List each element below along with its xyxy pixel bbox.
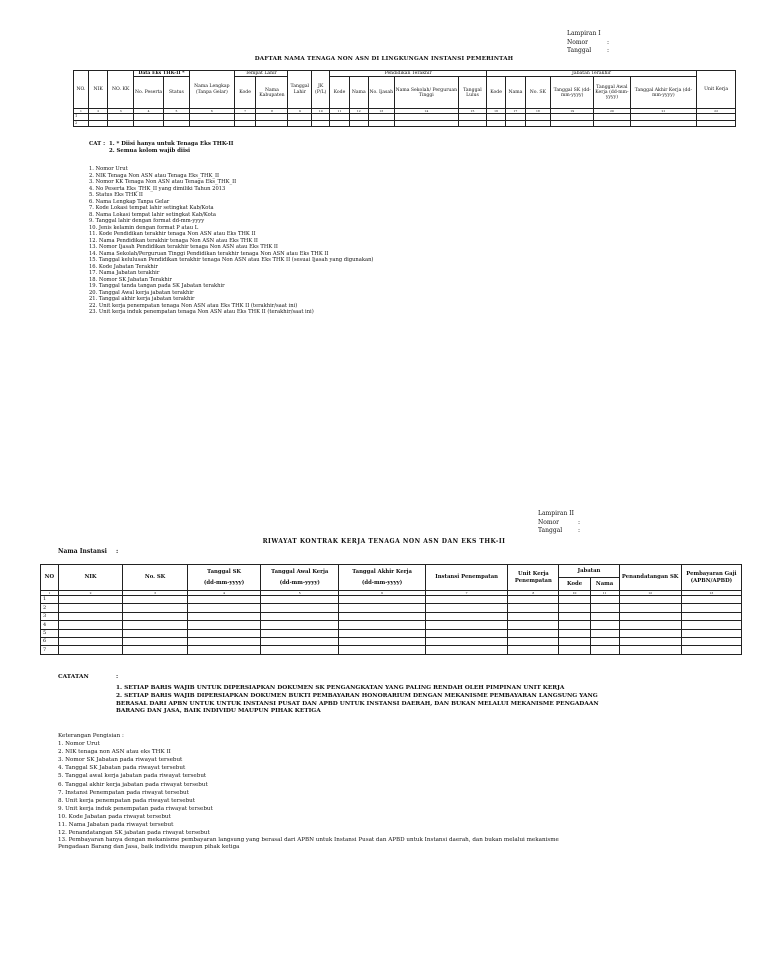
table-cell[interactable]: [261, 604, 339, 612]
col-number: 8: [508, 591, 559, 596]
table-cell[interactable]: [187, 629, 260, 637]
col-header-jab-nosk: No. SK: [525, 77, 551, 109]
table-cell[interactable]: [339, 629, 426, 637]
col-header-akhir-format: (dd-mm-yyyy): [361, 580, 403, 586]
meta-value: :: [578, 527, 581, 534]
col-number: 13: [681, 591, 741, 596]
col-number: 7: [425, 591, 507, 596]
meta-row: [538, 510, 580, 519]
col-header-pend-nama: Nama: [349, 77, 368, 109]
table-cell[interactable]: [123, 646, 188, 654]
table-cell[interactable]: [594, 120, 630, 126]
table-row: [41, 629, 742, 637]
col-header-awal-format: (dd-mm-yyyy): [279, 580, 320, 586]
legend-item: 18. Nomor SK Jabatan Terakhir: [89, 276, 172, 283]
section1-legend: [89, 166, 373, 316]
col-number: 2: [58, 591, 123, 596]
legend-item: 19. Tanggal tanda tangan pada SK Jabatan terakhir: [89, 283, 225, 289]
nama-instansi: [58, 548, 118, 555]
meta-label: Lampiran I: [567, 30, 601, 37]
legend-item: 5. Status Eks THK II: [89, 192, 143, 198]
legend-item: 8. Unit kerja penempatan pada riwayat tersebut: [58, 797, 196, 804]
col-header-jab-nama: Nama: [590, 578, 619, 591]
col-header-no-peserta: No. Peserta: [134, 77, 164, 109]
col-number: 6: [339, 591, 426, 596]
table-row: [41, 646, 742, 654]
meta-label: Nomor: [538, 518, 560, 526]
col-number: 4: [187, 591, 260, 596]
legend-item: 13. Nomor Ijasah Pendidikan terakhir tenaga Non ASN atau Eks THK II: [89, 244, 278, 250]
row-number: 2: [41, 604, 59, 612]
col-number: 13: [368, 109, 394, 114]
legend-item: 20. Tanggal Awal kerja jabatan terakhir: [89, 289, 194, 296]
employee-table: [73, 70, 736, 127]
col-number: 20: [594, 109, 630, 114]
catatan-header: [58, 674, 618, 682]
header-row: [41, 565, 742, 578]
meta-row: [538, 519, 580, 528]
col-group-jabatan: Jabatan: [559, 565, 619, 578]
table-cell[interactable]: [187, 646, 260, 654]
col-number: 1: [74, 109, 89, 114]
table-cell[interactable]: [590, 604, 619, 612]
table-row: [41, 612, 742, 620]
table-cell[interactable]: [681, 596, 741, 604]
row-number: 7: [41, 646, 59, 654]
legend-item: 10. Kode Jabatan pada riwayat tersebut: [58, 813, 171, 820]
table-cell[interactable]: [339, 621, 426, 629]
table-cell[interactable]: [508, 621, 559, 629]
catatan-colon: :: [116, 674, 119, 680]
table-cell[interactable]: [619, 621, 681, 629]
table-cell[interactable]: [619, 604, 681, 612]
table-cell[interactable]: [123, 596, 188, 604]
table-cell[interactable]: [164, 120, 190, 126]
table-cell[interactable]: [349, 120, 368, 126]
col-number: 12: [349, 109, 368, 114]
table-cell[interactable]: [261, 646, 339, 654]
legend-item: 23. Unit kerja induk penempatan tenaga Non ASN atau Eks THK II (terakhir/saat ini): [89, 309, 314, 315]
table-cell[interactable]: [559, 637, 590, 645]
table-cell[interactable]: [425, 604, 507, 612]
table-cell[interactable]: [508, 596, 559, 604]
row-number: 2: [74, 120, 89, 126]
col-header-awal-kerja: [261, 565, 339, 591]
col-header-nosk: No. SK: [123, 565, 188, 591]
catatan-item: 2. SETIAP BARIS WAJIB DIPERSIAPKAN DOKUMEN BUKTI PEMBAYARAN HONORARIUM DENGAN MEKANISME PEMBAYARAN LANGSUNG YANG BERASAL DARI APBN UNTUK UNTUK INSTANSI PUSAT DAN APBD UNTUK INSTANSI DAERAH, DAN BUKAN MELALUI MEKANISME PENGADAAN BARANG DAN JASA, BAIK INDIVIDU MAUPUN PIHAK KETIGA: [116, 693, 599, 715]
col-number: 22: [697, 109, 736, 114]
meta-value: :: [578, 518, 581, 526]
legend-item: 4. No Peserta Eks_THK_II yang dimiliki Tahun 2013: [89, 185, 226, 192]
col-number: 8: [256, 109, 288, 114]
col-number: 2: [89, 109, 108, 114]
table-cell[interactable]: [425, 646, 507, 654]
table-cell[interactable]: [187, 637, 260, 645]
table-cell[interactable]: [234, 120, 255, 126]
col-number: 6: [189, 109, 234, 114]
legend-item: 5. Tanggal awal kerja jabatan pada riwayat tersebut: [58, 773, 207, 780]
table-cell[interactable]: [187, 612, 260, 620]
table-cell[interactable]: [108, 120, 134, 126]
table-cell[interactable]: [681, 604, 741, 612]
col-header-status: Status: [164, 77, 190, 109]
table-cell[interactable]: [590, 629, 619, 637]
col-header-awal-label: Tanggal Awal Kerja: [271, 568, 329, 575]
col-number: 10: [312, 109, 330, 114]
table-cell[interactable]: [58, 621, 123, 629]
table-cell[interactable]: [189, 120, 234, 126]
col-header-tglsk: [187, 565, 260, 591]
col-header-pend-lulus: Tanggal Lulus: [459, 77, 487, 109]
table-cell[interactable]: [681, 646, 741, 654]
catatan-block: [58, 674, 618, 716]
legend-item: 2. NIK tenaga non ASN atau eks THK II: [58, 749, 171, 756]
table-cell[interactable]: [681, 637, 741, 645]
table-cell[interactable]: [506, 120, 525, 126]
catatan-label: CATATAN: [58, 674, 89, 680]
table-cell[interactable]: [619, 637, 681, 645]
meta-label: Nomor: [567, 38, 589, 46]
meta-label: Lampiran II: [538, 510, 574, 517]
nama-instansi-value[interactable]: :: [116, 548, 119, 555]
col-header-nik: NIK: [58, 565, 123, 591]
table-cell[interactable]: [590, 596, 619, 604]
legend-item: 6. Nama Lengkap Tanpa Gelar: [89, 198, 170, 205]
col-header-unit-kerja: Unit Kerja: [697, 71, 736, 109]
col-number: 3: [123, 591, 188, 596]
legend-item: 1. Nomor Urut: [89, 166, 128, 172]
table-cell[interactable]: [681, 621, 741, 629]
col-header-akhir-kerja: [339, 565, 426, 591]
legend-item: 11. Kode Pendidikan terakhir tenaga Non ASN atau Eks THK II: [89, 231, 256, 237]
catatan-item: 1. SETIAP BARIS WAJIB UNTUK DIPERSIAPKAN DOKUMEN SK PENGANGKATAN YANG PALING RENDAH OLEH PIMPINAN UNIT KERJA: [116, 684, 565, 691]
table-cell[interactable]: [368, 120, 394, 126]
table-cell[interactable]: [425, 637, 507, 645]
col-header-jab-tglsk: Tanggal SK (dd-mm-yyyy): [551, 77, 594, 109]
section2-legend: [58, 732, 568, 850]
keterangan-title: Keterangan Pengisian :: [58, 733, 124, 739]
legend-item: 12. Penandatangan SK jabatan pada riwayat tersebut: [58, 830, 210, 837]
table-cell[interactable]: [58, 629, 123, 637]
table-cell[interactable]: [187, 604, 260, 612]
col-header-jk: JK (P/L): [312, 71, 330, 109]
col-header-no: NO: [41, 565, 59, 591]
table-cell[interactable]: [89, 120, 108, 126]
col-header-jab-kode: Kode: [486, 77, 505, 109]
col-header-akhir-label: Tanggal Akhir Kerja: [352, 568, 412, 575]
table-cell[interactable]: [619, 596, 681, 604]
table-row: [41, 637, 742, 645]
table-cell[interactable]: [559, 612, 590, 620]
cat-item: 2. Semua kolom wajib diisi: [109, 148, 191, 154]
meta-row: [538, 527, 580, 536]
table-cell[interactable]: [559, 596, 590, 604]
table-cell[interactable]: [261, 629, 339, 637]
legend-item: 12. Nama Pendidikan terakhir tenaga Non ASN atau Eks THK II: [89, 237, 258, 244]
table-cell[interactable]: [508, 604, 559, 612]
table-cell[interactable]: [187, 596, 260, 604]
legend-item: 10. Jenis kelamin dengan format P atau L: [89, 224, 199, 231]
col-header-jab-nama: Nama: [506, 77, 525, 109]
table-cell[interactable]: [123, 637, 188, 645]
table-cell[interactable]: [559, 646, 590, 654]
col-number: 1: [41, 591, 59, 596]
table-cell[interactable]: [58, 637, 123, 645]
col-header-no: NO.: [74, 71, 89, 109]
col-number: 4: [134, 109, 164, 114]
table-cell[interactable]: [394, 120, 458, 126]
table-cell[interactable]: [681, 629, 741, 637]
col-header-pend-ijasah: No. Ijasah: [368, 77, 394, 109]
col-header-pend-kode: Kode: [330, 77, 349, 109]
legend-item: 16. Kode Jabatan Terakhir: [89, 263, 158, 270]
table-row: [41, 596, 742, 604]
table-cell[interactable]: [619, 646, 681, 654]
col-header-nama-kab: Nama Kabupaten: [256, 77, 288, 109]
legend-item: 11. Nama Jabatan pada riwayat tersebut: [58, 822, 174, 829]
table-cell[interactable]: [58, 604, 123, 612]
col-header-instansi: Instansi Penempatan: [425, 565, 507, 591]
table-cell[interactable]: [123, 612, 188, 620]
table-cell[interactable]: [508, 629, 559, 637]
table-cell[interactable]: [339, 637, 426, 645]
col-number: 15: [459, 109, 487, 114]
col-header-nama: Nama Lengkap (Tanpa Gelar): [189, 71, 234, 109]
table-cell[interactable]: [459, 120, 487, 126]
col-number: 16: [486, 109, 505, 114]
meta-label: Tanggal: [538, 527, 563, 534]
table-cell[interactable]: [590, 646, 619, 654]
col-number: 9: [288, 109, 312, 114]
meta-value: :: [607, 47, 610, 54]
col-group-jabatan: Jabatan Terakhir: [486, 71, 696, 77]
col-group-eks-thk: Data Eks THK-II *: [134, 71, 190, 77]
legend-item: 13. Pembayaran hanya dengan mekanisme pembayaran langsung yang berasal dari APBN untuk Instansi Pusat dan APBD untuk Instansi daerah, dan bukan melalui mekanisme Pengadaan Barang dan Jasa, baik individu maupun pihak ketiga: [58, 837, 559, 850]
table-cell[interactable]: [339, 604, 426, 612]
meta-row: [567, 39, 609, 48]
table-cell[interactable]: [590, 612, 619, 620]
legend-item: 1. Nomor Urut: [58, 741, 100, 748]
table-cell[interactable]: [508, 612, 559, 620]
table-cell[interactable]: [123, 621, 188, 629]
col-number: 5: [261, 591, 339, 596]
legend-item: 4. Tanggal SK Jabatan pada riwayat tersebut: [58, 765, 186, 772]
legend-item: 22. Unit kerja penempatan tenaga Non ASN atau Eks THK II (terakhir/saat ini): [89, 302, 298, 309]
table-cell[interactable]: [697, 120, 736, 126]
col-header-kode-lahir: Kode: [234, 77, 255, 109]
table-cell[interactable]: [551, 120, 594, 126]
row-number: 3: [41, 612, 59, 620]
lampiran-1-meta: [567, 30, 609, 56]
lampiran-2-meta: [538, 510, 580, 536]
table-cell[interactable]: [261, 637, 339, 645]
table-cell[interactable]: [590, 637, 619, 645]
col-number: 17: [506, 109, 525, 114]
col-header-jab-kode: Kode: [559, 578, 590, 591]
col-number: 21: [630, 109, 697, 114]
nama-instansi-label: Nama Instansi: [58, 548, 107, 555]
col-header-tglsk-label: Tanggal SK: [207, 568, 241, 575]
col-group-pendidikan: Pendidikan Terakhir: [330, 71, 487, 77]
table-cell[interactable]: [261, 621, 339, 629]
table-cell[interactable]: [123, 629, 188, 637]
col-group-tempat-lahir: Tempat Lahir: [234, 71, 288, 77]
table-row: [41, 621, 742, 629]
table-cell[interactable]: [134, 120, 164, 126]
legend-item: 21. Tanggal akhir kerja jabatan terakhir: [89, 296, 195, 302]
table-cell[interactable]: [261, 612, 339, 620]
cat-item: 1. * Diisi hanya untuk Tenaga Eks THK-II: [109, 141, 234, 147]
col-header-tgl-lahir: Tanggal Lahir: [288, 71, 312, 109]
row-number: 5: [41, 629, 59, 637]
section1-title: DAFTAR NAMA TENAGA NON ASN DI LINGKUNGAN INSTANSI PEMERINTAH: [254, 56, 514, 62]
table-cell[interactable]: [425, 629, 507, 637]
table-cell[interactable]: [339, 596, 426, 604]
meta-label: Tanggal: [567, 47, 592, 54]
cat-items: [109, 141, 233, 154]
table-cell[interactable]: [559, 629, 590, 637]
table-row: [41, 604, 742, 612]
table-cell[interactable]: [187, 621, 260, 629]
col-number: 18: [525, 109, 551, 114]
legend-item: 15. Tanggal kelulusan Pendidikan terakhir tenaga Non ASN atau Eks THK II (sesuai Ijasah yang digunakan): [89, 257, 374, 263]
legend-item: 6. Tanggal akhir kerja jabatan pada riwayat tersebut: [58, 781, 208, 788]
col-header-unit-kerja: Unit Kerja Penempatan: [508, 565, 559, 591]
table-cell[interactable]: [339, 612, 426, 620]
col-header-tglsk-format: (dd-mm-yyyy): [203, 580, 245, 586]
contract-history-table: [40, 564, 742, 655]
col-header-jab-awal: Tanggal Awal Kerja (dd-mm-yyyy): [594, 77, 630, 109]
row-number: 4: [41, 621, 59, 629]
col-number: 5: [164, 109, 190, 114]
col-header-pembayaran: Pembayaran Gaji (APBN/APBD): [681, 565, 741, 591]
table-cell[interactable]: [425, 621, 507, 629]
col-number: 11: [590, 591, 619, 596]
table-cell[interactable]: [256, 120, 288, 126]
col-number: 14: [394, 109, 458, 114]
table-cell[interactable]: [508, 646, 559, 654]
table-cell[interactable]: [630, 120, 697, 126]
table-cell[interactable]: [261, 596, 339, 604]
meta-row: [567, 47, 609, 56]
header-row: [74, 77, 736, 109]
legend-item: 3. Nomor SK Jabatan pada riwayat tersebut: [58, 757, 183, 764]
legend-item: 7. Instansi Penempatan pada riwayat tersebut: [58, 789, 189, 796]
table-cell[interactable]: [58, 596, 123, 604]
col-header-penandatangan: Penandatangan SK: [619, 565, 681, 591]
legend-item: 8. Nama Lokasi tempat lahir setingkat Kab/Kota: [89, 211, 216, 218]
table-cell[interactable]: [425, 612, 507, 620]
meta-row: [567, 30, 609, 39]
legend-item: 17. Nama Jabatan terakhir: [89, 270, 160, 276]
row-number: 1: [41, 596, 59, 604]
legend-item: 7. Kode Lokasi tempat lahir setingkat Kab/Kota: [89, 205, 214, 211]
table-cell[interactable]: [288, 120, 312, 126]
table-cell[interactable]: [559, 621, 590, 629]
table-row: [74, 120, 736, 126]
table-cell[interactable]: [312, 120, 330, 126]
table-cell[interactable]: [525, 120, 551, 126]
col-number: 3: [108, 109, 134, 114]
col-header-jab-akhir: Tanggal Akhir Kerja (dd-mm-yyyy): [630, 77, 697, 109]
col-header-nokk: NO. KK: [108, 71, 134, 109]
col-number: 11: [330, 109, 349, 114]
table-cell[interactable]: [123, 604, 188, 612]
legend-item: 9. Tanggal lahir dengan format dd-mm-yyyy: [89, 218, 205, 224]
cat-label: CAT :: [89, 141, 106, 147]
col-number: 10: [559, 591, 590, 596]
row-number: 6: [41, 637, 59, 645]
table-cell[interactable]: [425, 596, 507, 604]
col-number: 12: [619, 591, 681, 596]
row-number: 1: [74, 114, 89, 120]
col-number: 19: [551, 109, 594, 114]
legend-item: 3. Nomor KK Tenaga Non ASN atau Tenaga Eks_THK_II: [89, 179, 237, 185]
table-cell[interactable]: [330, 120, 349, 126]
legend-item: 14. Nama Sekolah/Perguruan Tinggi Pendidikan terakhir tenaga Non ASN atau Eks THK II: [89, 250, 329, 257]
table-cell[interactable]: [681, 612, 741, 620]
table-cell[interactable]: [58, 646, 123, 654]
table-cell[interactable]: [508, 637, 559, 645]
col-header-pend-sekolah: Nama Sekolah/ Perguruan Tinggi: [394, 77, 458, 109]
legend-item: 9. Unit kerja induk penempatan pada riwayat tersebut: [58, 805, 213, 812]
table-cell[interactable]: [619, 629, 681, 637]
table-cell[interactable]: [559, 604, 590, 612]
col-number: 7: [234, 109, 255, 114]
table-cell[interactable]: [619, 612, 681, 620]
table-cell[interactable]: [58, 612, 123, 620]
section2-title: RIWAYAT KONTRAK KERJA TENAGA NON ASN DAN EKS THK-II: [262, 538, 506, 545]
col-header-nik: NIK: [89, 71, 108, 109]
table-cell[interactable]: [486, 120, 505, 126]
table-cell[interactable]: [590, 621, 619, 629]
cat-note: [89, 141, 233, 154]
table-cell[interactable]: [339, 646, 426, 654]
meta-value: :: [607, 38, 610, 46]
legend-item: 2. NIK Tenaga Non ASN atau Tenaga Eks_THK_II: [89, 172, 220, 179]
